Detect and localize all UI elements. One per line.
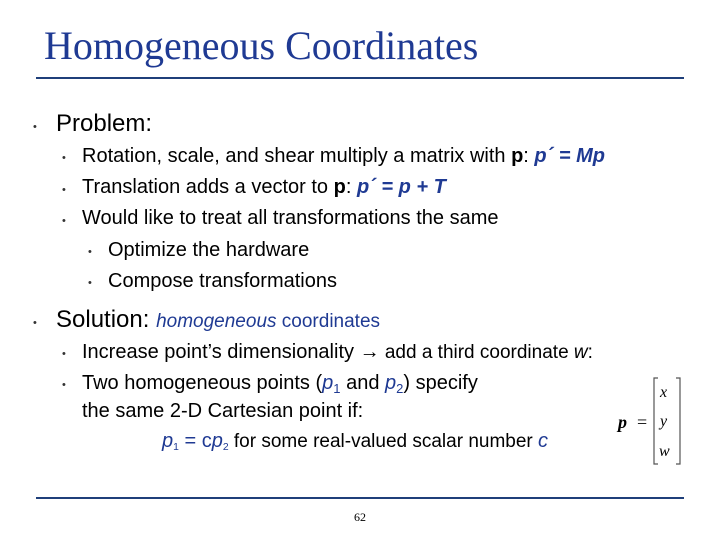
coordinates-term: coordinates: [276, 311, 381, 332]
eq-p1: p: [162, 430, 174, 452]
matrix-lhs: p: [618, 412, 627, 432]
arrow-icon: →: [359, 341, 380, 363]
increase-tail: add a third coordinate: [379, 342, 574, 363]
optimize-item: Optimize the hardware: [108, 239, 310, 261]
two-points-item: [82, 372, 478, 396]
specify-text: ) specify: [403, 372, 478, 394]
colon: :: [345, 176, 357, 198]
title-divider: [36, 77, 684, 79]
increase-text: Increase point’s dimensionality: [82, 341, 360, 363]
eq-sub2: 2: [222, 442, 229, 454]
translation-text: Translation adds a vector to: [82, 176, 334, 198]
bullet-dot: •: [33, 121, 37, 133]
bullet-dot: •: [62, 184, 66, 196]
same-item: Would like to treat all transformations the same: [82, 207, 499, 229]
solution-label: Solution:: [56, 306, 157, 333]
matrix-entry-x: x: [660, 384, 668, 401]
colon: :: [587, 342, 593, 363]
slide-title: Homogeneous Coordinates: [44, 23, 479, 68]
bullet-dot: •: [33, 317, 37, 329]
p-symbol: p: [511, 145, 524, 167]
matrix-entry-y: y: [660, 413, 668, 430]
problem-heading: Problem:: [56, 110, 153, 137]
rotation-item: [82, 145, 605, 168]
compose-item: Compose transformations: [108, 270, 337, 292]
right-bracket: [676, 378, 680, 464]
homogeneous-term: homogeneous: [156, 311, 277, 332]
matrix-entry-w: w: [659, 443, 670, 460]
eq-sub1: 1: [173, 442, 179, 454]
eq-tail: for some real-valued scalar number: [228, 431, 539, 452]
eq-c: c: [538, 430, 549, 452]
p1-symbol: p: [322, 372, 334, 394]
eq-p2: p: [211, 430, 223, 452]
bullet-dot: •: [88, 277, 92, 289]
translation-item: [82, 176, 446, 199]
two-points-text: Two homogeneous points (: [82, 372, 323, 394]
same-point-text: the same 2-D Cartesian point if:: [82, 400, 364, 422]
p1-subscript: 1: [333, 380, 341, 396]
rotation-formula: p´ = Mp: [534, 145, 605, 167]
left-bracket: [654, 378, 658, 464]
footer-divider: [36, 497, 684, 499]
bullet-dot: •: [62, 215, 66, 227]
page-number: 62: [354, 510, 366, 524]
w-symbol: w: [573, 342, 588, 363]
eq-equals-c: = c: [178, 430, 212, 452]
scalar-equation: [162, 430, 548, 453]
translation-formula: p´ = p + T: [356, 176, 446, 198]
matrix-equals: =: [637, 412, 648, 432]
bullet-dot: •: [62, 379, 66, 391]
p2-subscript: 2: [396, 380, 404, 396]
homogeneous-point-matrix: [616, 372, 686, 468]
and-text: and: [340, 372, 385, 394]
solution-heading: [56, 306, 380, 334]
increase-item: [82, 341, 593, 364]
p-symbol: p: [333, 176, 346, 198]
p2-symbol: p: [385, 372, 397, 394]
bullet-dot: •: [62, 152, 66, 164]
bullet-dot: •: [88, 246, 92, 258]
colon: :: [523, 145, 535, 167]
rotation-text: Rotation, scale, and shear multiply a matrix with: [82, 145, 512, 167]
bullet-dot: •: [62, 348, 66, 360]
